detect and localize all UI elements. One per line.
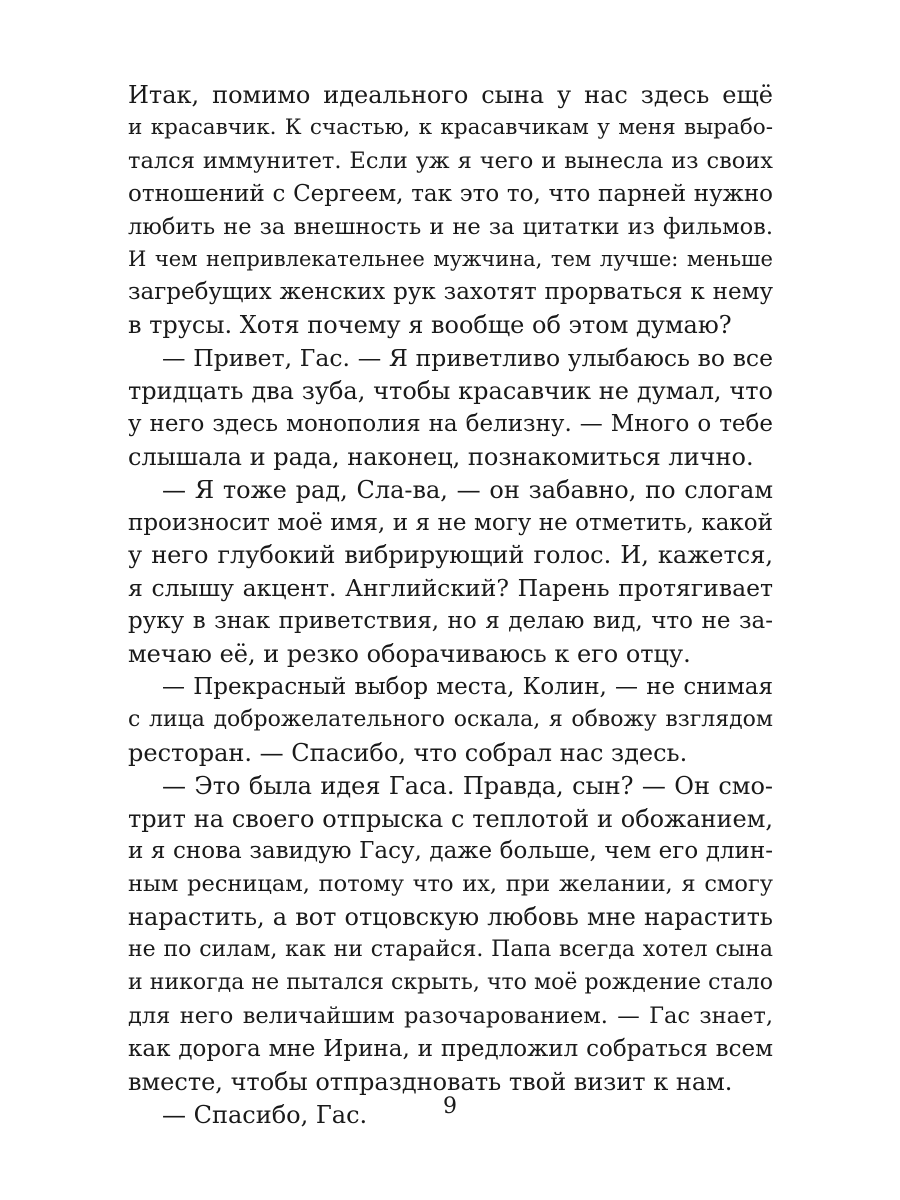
- text-line: вместе, чтобы отпраздновать твой визит к нам.: [128, 1067, 733, 1096]
- text-line: мечаю её, и резко оборачиваюсь к его отцу.: [128, 640, 691, 669]
- text-line: ным ресницам, потому что их, при желании, я смогу: [128, 871, 773, 898]
- text-line: и красавчик. К счастью, к красавчикам у меня вырабо-: [128, 114, 773, 140]
- text-line: не по силам, как ни старайся. Папа всегда хотел сына: [128, 937, 773, 963]
- text-line: ресторан. — Спасибо, что собрал нас здесь.: [128, 738, 688, 767]
- text-line: — Я тоже рад, Сла-ва, — он забавно, по слогам: [162, 475, 773, 504]
- text-line: загребущих женских рук захотят прорваться к нему: [128, 279, 773, 306]
- text-line: для него величайшим разочарованием. — Гас знает,: [128, 1002, 773, 1029]
- text-line: как дорога мне Ирина, и предложил собраться всем: [128, 1035, 773, 1062]
- text-line: нарастить, а вот отцовскую любовь мне нарастить: [128, 903, 773, 932]
- text-line: тался иммунитет. Если уж я чего и вынесла из своих: [128, 147, 773, 174]
- text-line: руку в знак приветствия, но я делаю вид, что не за-: [128, 608, 773, 635]
- text-line: Итак, помимо идеального сына у нас здесь ещё: [128, 81, 773, 109]
- text-line: в трусы. Хотя почему я вообще об этом думаю?: [128, 311, 732, 340]
- text-line: я слышу акцент. Английский? Парень протягивает: [128, 574, 773, 603]
- text-line: слышала и рада, наконец, познакомиться лично.: [128, 442, 754, 471]
- text-line: и я снова завидую Гасу, даже больше, чем его длин-: [128, 838, 773, 865]
- text-line: и никогда не пытался скрыть, что моё рождение стало: [128, 970, 773, 996]
- text-line: у него глубокий вибрирующий голос. И, кажется,: [128, 541, 773, 570]
- body-text: [128, 79, 773, 1132]
- text-line: с лица доброжелательного оскала, я обвожу взглядом: [128, 706, 773, 732]
- text-line: любить не за внешность и не за цитатки из фильмов.: [128, 213, 773, 240]
- text-line: трит на своего отпрыска с теплотой и обожанием,: [128, 804, 773, 833]
- text-line: тридцать два зуба, чтобы красавчик не думал, что: [128, 377, 773, 406]
- text-line: — Привет, Гас. — Я приветливо улыбаюсь во все: [162, 344, 773, 373]
- text-line: отношений с Сергеем, так это то, что парней нужно: [128, 180, 773, 207]
- text-line: произносит моё имя, и я не могу не отметить, какой: [128, 509, 773, 536]
- page-number: 9: [443, 1094, 457, 1119]
- text-line: у него здесь монополия на белизну. — Много о тебе: [128, 410, 773, 437]
- text-line: — Это была идея Гаса. Правда, сын? — Он смо-: [162, 771, 773, 800]
- text-line: И чем непривлекательнее мужчина, тем лучше: меньше: [128, 247, 773, 272]
- text-line: — Прекрасный выбор места, Колин, — не снимая: [162, 674, 773, 701]
- text-line: — Спасибо, Гас.: [162, 1100, 368, 1129]
